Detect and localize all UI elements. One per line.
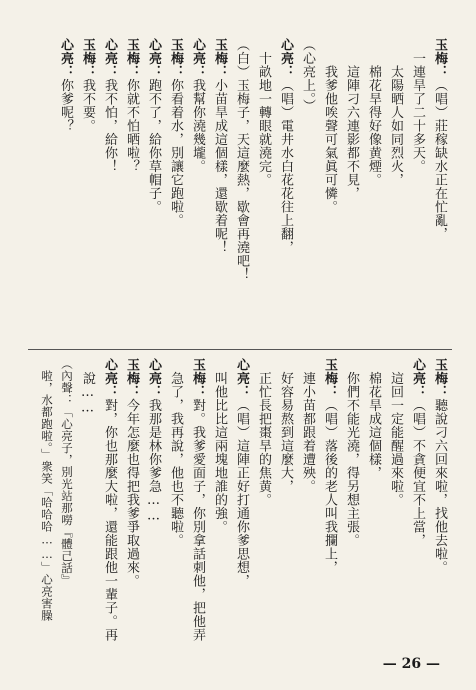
script-line [123, 358, 140, 648]
line-text: 我不要。 [80, 78, 95, 133]
script-line [255, 358, 272, 648]
speaker-name: 玉梅： [322, 358, 337, 399]
line-text: （唱）這陣正好打通你爹思想， [234, 398, 249, 588]
line-text: 一連旱了二十多天。 [410, 38, 425, 173]
line-text: 你看着水，別讓它跑啦。 [168, 78, 183, 227]
line-text: 你就不怕晒啦？ [124, 78, 139, 173]
line-text: 你爹呢？ [58, 78, 73, 133]
line-text: 跑不了，給你草帽子。 [146, 78, 161, 214]
script-line [145, 38, 162, 343]
script-line [387, 38, 404, 343]
bottom-half [32, 358, 448, 648]
speaker-name: 玉梅： [212, 38, 227, 79]
speaker-name: 心亮： [146, 38, 161, 79]
line-text: 啦，水都跑啦。」衆笑「哈哈哈……」心亮害臊 [40, 358, 54, 622]
speaker-name: 心亮： [190, 38, 205, 79]
script-line [277, 358, 294, 648]
speaker-name: 心亮： [410, 358, 425, 399]
script-line [189, 38, 206, 343]
script-line [431, 358, 448, 648]
script-line [255, 38, 272, 343]
script-line [299, 358, 316, 648]
line-text: 我爹他唉聲可氣眞可憐。 [322, 38, 337, 214]
line-text: 聽說刁六回來啦，找他去啦。 [432, 398, 447, 574]
script-line [343, 38, 360, 343]
line-text: （唱）電井水白花花往上翻， [278, 78, 293, 254]
section-divider [28, 349, 452, 350]
line-text: 連小苗都跟着遭殃。 [300, 358, 315, 493]
speaker-name: 心亮： [102, 358, 117, 399]
line-text: 太陽晒人如同烈火， [388, 38, 403, 187]
line-text: （內聲：「心亮子，別光站那嘮『體己話』 [60, 358, 74, 586]
script-line [59, 358, 74, 648]
line-text: 今年怎麼也得把我爹爭取過來。 [124, 398, 139, 588]
line-text: （唱）莊稼缺水正在忙亂， [432, 78, 447, 241]
script-line [343, 358, 360, 648]
script-line [365, 358, 382, 648]
line-text: （唱）落後的老人叫我攔上， [322, 398, 337, 574]
script-line [321, 38, 338, 343]
script-line [123, 38, 140, 343]
speaker-name: 玉梅： [80, 38, 95, 79]
line-text: 正忙長把棗旱的焦黄。 [256, 358, 271, 507]
speaker-name: 玉梅： [432, 38, 447, 79]
script-line [189, 358, 206, 648]
speaker-name: 玉梅： [124, 358, 139, 399]
script-line [79, 358, 96, 648]
line-text: 這陣刁六連影都不見， [344, 38, 359, 200]
speaker-name: 心亮： [278, 38, 293, 79]
speaker-name: 心亮： [102, 38, 117, 79]
line-text: 棉花旱得好像黄煙。 [366, 38, 381, 187]
line-text: 這回一定能醒過來啦。 [388, 358, 403, 507]
line-text: （心亮上。） [300, 38, 315, 113]
script-line [233, 358, 250, 648]
line-text: 我幫你澆幾壠。 [190, 78, 205, 173]
line-text: 好容易熬到這麼大， [278, 358, 293, 493]
line-text: 十畝地一轉眼就澆完。 [256, 38, 271, 187]
script-line [211, 38, 228, 343]
script-line [167, 358, 184, 648]
script-line [101, 38, 118, 343]
script-line [299, 38, 316, 343]
speaker-name: 玉梅： [190, 358, 205, 399]
speaker-name: 玉梅： [124, 38, 139, 79]
speaker-name: 心亮： [58, 38, 73, 79]
script-line [277, 38, 294, 343]
speaker-name: 心亮： [146, 358, 161, 399]
line-text: 你們不能光澆，得另想主張。 [344, 358, 359, 547]
speaker-name: 玉梅： [432, 358, 447, 399]
script-line [321, 358, 338, 648]
script-line [387, 358, 404, 648]
script-line [39, 358, 54, 648]
script-line [409, 38, 426, 343]
script-line [101, 358, 118, 648]
script-line [211, 358, 228, 648]
script-line [233, 38, 250, 343]
line-text: 我那是林你爹急…… [146, 398, 161, 524]
line-text: 對。我爹愛面子，你別拿話刺他，把他弄 [190, 398, 205, 642]
line-text: 急了，我再說，他也不聽啦。 [168, 358, 183, 547]
script-line [431, 38, 448, 343]
script-line [365, 38, 382, 343]
speaker-name: 玉梅： [168, 38, 183, 79]
script-line [167, 38, 184, 343]
top-half [32, 38, 448, 343]
script-line [57, 38, 74, 343]
line-text: 說…… [80, 358, 95, 416]
script-line [145, 358, 162, 648]
line-text: （唱）不貪便宜不上當， [410, 398, 425, 547]
speaker-name: 心亮： [234, 358, 249, 399]
line-text: 對，你也那麼大啦，還能跟他一輩子。再 [102, 398, 117, 642]
script-line [79, 38, 96, 343]
page-number: — 26 — [382, 656, 440, 672]
line-text: 棉花旱成這個樣， [366, 358, 381, 480]
line-text: 小苗旱成這個樣，還歇着呢！ [212, 78, 227, 254]
script-line [409, 358, 426, 648]
line-text: 叫他比比這兩塊地誰的強。 [212, 358, 227, 534]
line-text: （白）玉梅子，天這麼熱，歇會再澆吧！ [234, 38, 249, 281]
line-text: 我不怕，給你！ [102, 78, 117, 173]
